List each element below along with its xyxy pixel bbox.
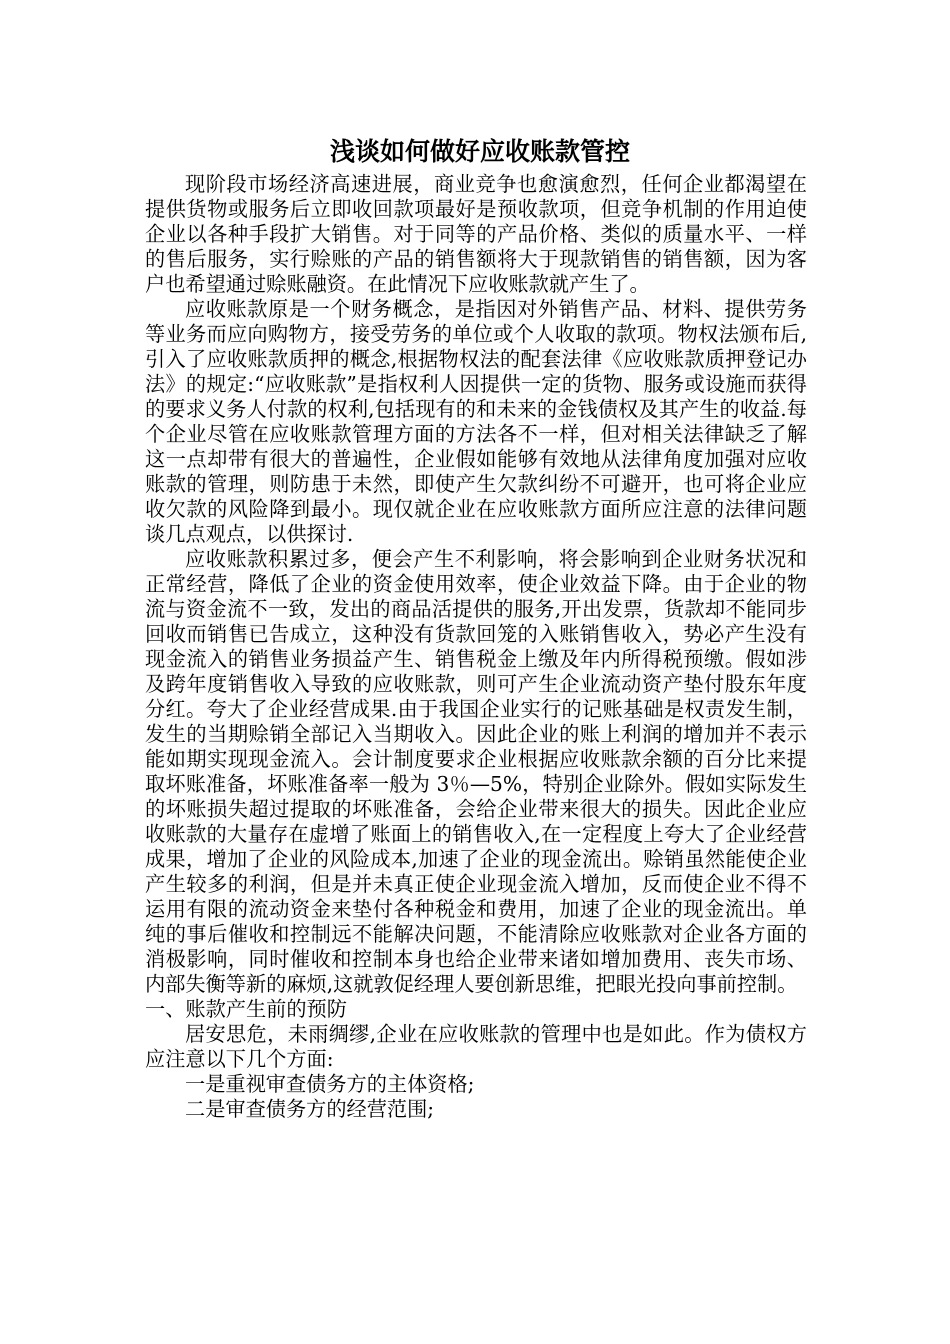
document-title: 浅谈如何做好应收账款管控	[329, 137, 630, 166]
list-item-subject-qualification: 一是重视审查债务方的主体资格;	[185, 1072, 475, 1096]
paragraph-definition: 应收账款原是一个财务概念，是指因对外销售产品、材料、提供劳务等业务而应向购物方，接受劳务的单位或个人收取的款项。物权法颁布后,引入了应收账款质押的概念,根据物权法的配套法律《应收账款质押登记办法》的规定:“应收账款”是指权利人因提供一定的货物、服务或设施而获得的要求义务人付款的权利,包括现有的和未来的金钱债权及其产生的收益.每个企业尽管在应收账款管理方面的方法各不一样，但对相关法律缺乏了解这一点却带有很大的普遍性，企业假如能够有效地从法律角度加强对应收账款的管理，则防患于未然，即使产生欠款纠纷不可避开，也可将企业应收欠款的风险降到最小。现仅就企业在应收账款方面所应注意的法律问题谈几点观点，以供探讨.	[145, 297, 807, 546]
paragraph-intro: 现阶段市场经济高速进展，商业竞争也愈演愈烈，任何企业都渴望在提供货物或服务后立即收回款项最好是预收款项，但竞争机制的作用迫使企业以各种手段扩大销售。对于同等的产品价格、类似的质量水平、一样的售后服务，实行赊账的产品的销售额将大于现款销售的销售额，因为客户也希望通过赊账融资。在此情况下应收账款就产生了。	[145, 172, 807, 296]
section-heading: 一、账款产生前的预防	[145, 997, 347, 1021]
document-body	[145, 132, 807, 1122]
paragraph-prevention: 居安思危，未雨绸缪,企业在应收账款的管理中也是如此。作为债权方应注意以下几个方面:	[145, 1022, 807, 1071]
paragraph-impact: 应收账款积累过多，便会产生不利影响，将会影响到企业财务状况和正常经营，降低了企业的资金使用效率，使企业效益下降。由于企业的物流与资金流不一致，发出的商品活提供的服务,开出发票，货款却不能同步回收而销售已告成立，这种没有货款回笼的入账销售收入，势必产生没有现金流入的销售业务损益产生、销售税金上缴及年内所得税预缴。假如涉及跨年度销售收入导致的应收账款，则可产生企业流动资产垫付股东年度分红。夸大了企业经营成果.由于我国企业实行的记账基础是权责发生制，发生的当期赊销全部记入当期收入。因此企业的账上利润的增加并不表示能如期实现现金流入。会计制度要求企业根据应收账款余额的百分比来提取坏账准备，坏账准备率一般为 3％—5%，特别企业除外。假如实际发生的坏账损失超过提取的坏账准备，会给企业带来很大的损失。因此企业应收账款的大量存在虚增了账面上的销售收入,在一定程度上夸大了企业经营成果，增加了企业的风险成本,加速了企业的现金流出。赊销虽然能使企业产生较多的利润，但是并未真正使企业现金流入增加，反而使企业不得不运用有限的流动资金来垫付各种税金和费用，加速了企业的现金流出。单纯的事后催收和控制远不能解决问题，不能清除应收账款对企业各方面的消极影响，同时催收和控制本身也给企业带来诸如增加费用、丧失市场、内部失衡等新的麻烦,这就敦促经理人要创新思维，把眼光投向事前控制。	[145, 547, 807, 996]
list-item-business-scope: 二是审查债务方的经营范围;	[185, 1097, 435, 1121]
